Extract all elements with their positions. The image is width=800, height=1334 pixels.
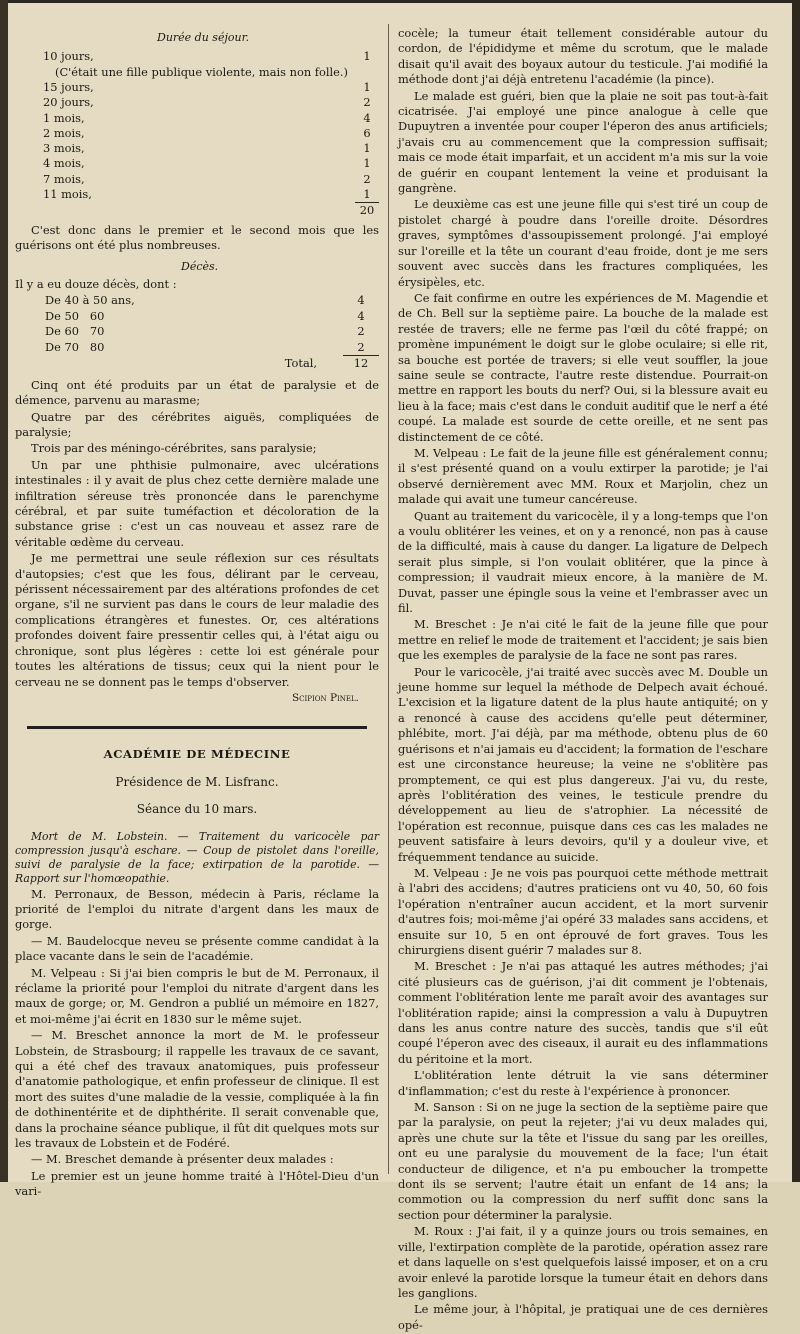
deces-total-label: Total, bbox=[284, 356, 317, 371]
deces-total: 12 bbox=[343, 356, 379, 372]
paragraph: Quatre par des cérébrites aiguës, compliquées de paralysie; bbox=[15, 409, 379, 440]
right-column bbox=[398, 26, 768, 1334]
paragraph: Pour le varicocèle, j'ai traité avec succès avec M. Double un jeune homme sur lequel la méthode de Delpech avait échoué. L'excision et la ligature datent de la plus haute antiquité; on y a renoncé à cause des accidens qu'elle peut déterminer, phlébite, mort. J'ai déjà, par ma méthode, obtenu plus de 60 guérisons et n'ai jamais eu d'accident; la formation de l'eschare est une circonstance heureuse; la veine ne s'oblitère pas promptement, ce qui est plus dangereux. J'ai vu, du reste, après l'oblitération des veines, le testicule prendre du développement au lieu de s'atrophier. La nécessité de l'opération est reconnue, puisque dans ces cas les malades ne peuvent satisfaire à leurs devoirs, qu'il y a douleur vive, et fréquemment tendance au suicide. bbox=[398, 664, 768, 864]
signature: Scipion Pinel. bbox=[291, 691, 359, 704]
paragraph: M. Velpeau : Si j'ai bien compris le but de M. Perronaux, il réclame la priorité pour l'emploi du nitrate d'argent dans les maux de gorge; or, M. Gendron a publié un mémoire en 1827, et moi-même j'ai écrit en 1830 sur le même sujet. bbox=[15, 965, 379, 1026]
left-column bbox=[15, 26, 379, 1201]
paragraph: Le malade est guéri, bien que la plaie ne soit pas tout-à-fait cicatrisée. J'ai employé une pince analogue à celle que Dupuytren a inventée pour couper l'éperon des anus artificiels; j'avais cru au commencement que la compression suffisait; mais ce mode était imparfait, et un accident m'a mis sur la voie de guérir en coupant lentement la veine et produisant la gangrène. bbox=[398, 88, 768, 196]
stay-duration: 10 jours, bbox=[43, 49, 94, 64]
stay-count: 2 bbox=[363, 95, 371, 110]
paragraph: M. Roux : J'ai fait, il y a quinze jours ou trois semaines, en ville, l'extirpation complète de la parotide, opération assez rare et dans laquelle on s'est quelquefois laissé imposer, et on a cru avoir enlevé la parotide lorsque la tumeur était en dehors dans les ganglions. bbox=[398, 1224, 768, 1300]
paragraph: Je me permettrai une seule réflexion sur ces résultats d'autopsies; c'est que les fous, délirant par le cerveau, périssent nécessairement par des altérations profondes de cet organe, s'il ne survient pas dans le cours de leur maladie des complications étrangères et funestes. Or, ces altérations profondes doivent faire pressentir celles qui, à l'état aigu ou chronique, sont plus légères : cette loi est générale pour toutes les altérations de tissus; ceux qui la nient pour le cerveau ne se donnent pas le temps d'observer. bbox=[15, 551, 379, 689]
stay-count: 1 bbox=[363, 80, 371, 94]
stay-duration: 11 mois, bbox=[43, 187, 92, 202]
stay-note: (C'était une fille publique violente, mais non folle.) bbox=[55, 64, 348, 79]
paragraph: C'est donc dans le premier et le second mois que les guérisons ont été plus nombreuses. bbox=[15, 222, 379, 253]
top-border bbox=[0, 0, 800, 3]
paragraph: L'oblitération lente détruit la vie sans déterminer d'inflammation; c'est du reste à l'expérience à prononcer. bbox=[398, 1068, 768, 1098]
age-range: De 70 80 bbox=[45, 340, 105, 355]
age-range: De 50 60 bbox=[45, 308, 105, 323]
paragraph: M. Velpeau : Je ne vois pas pourquoi cette méthode mettrait à l'abri des accidens; d'autres praticiens ont vu 40, 50, 60 fois l'opération n'entraîner aucun accident, et la mort survenir d'autres fois; moi-même j'ai opéré 33 malades sans accidens, et ensuite sur 10, 5 en ont éprouvé de fort graves. Tous les chirurgiens disent guérir 7 malades sur 8. bbox=[398, 865, 768, 957]
stay-duration-table bbox=[15, 49, 379, 218]
stay-duration: 3 mois, bbox=[43, 141, 85, 156]
right-page-edge bbox=[792, 0, 800, 1182]
stay-duration: 15 jours, bbox=[43, 80, 94, 94]
table-row bbox=[15, 293, 379, 309]
stay-count: 1 bbox=[363, 187, 371, 202]
paragraph: M. Velpeau : Le fait de la jeune fille est généralement connu; il s'est présenté quand on a voulu extirper la parotide; je l'ai observé dernièrement avec MM. Roux et Marjolin, chez un malade qui avait une tumeur cancéreuse. bbox=[398, 445, 768, 507]
paragraph: Le premier est un jeune homme traité à l'Hôtel-Dieu d'un vari- bbox=[15, 1168, 379, 1199]
stay-count: 1 bbox=[363, 49, 371, 64]
paragraph: Cinq ont été produits par un état de paralysie et de démence, parvenu au marasme; bbox=[15, 377, 379, 408]
paragraph: — M. Breschet demande à présenter deux malades : bbox=[31, 1152, 334, 1167]
table-row bbox=[15, 356, 379, 372]
column-divider bbox=[388, 24, 389, 1174]
table-row bbox=[15, 187, 379, 203]
paragraph: Trois par des méningo-cérébrites, sans paralysie; bbox=[31, 441, 317, 456]
table-row bbox=[15, 309, 379, 325]
paragraph: Quant au traitement du varicocèle, il y a long-temps que l'on a voulu oblitérer les veines, et on y a renoncé, non pas à cause de la difficulté, mais à cause du danger. La ligature de Delpech serait plus simple, si l'on voulait oblitérer, que la pince à compression; il vaudrait mieux encore, à la manière de M. Duvat, passer une épingle sous la veine et l'embrasser avec un fil. bbox=[398, 508, 768, 616]
stay-count: 1 bbox=[363, 141, 371, 156]
deces-title: Décès. bbox=[181, 260, 219, 274]
paragraph: M. Breschet : Je n'ai cité le fait de la jeune fille que pour mettre en relief le mode de traitement et l'accident; je sais bien que les exemples de paralysie de la face ne sont pas rares. bbox=[398, 617, 768, 663]
paragraph: Le même jour, à l'hôpital, je pratiquai une de ces dernières opé- bbox=[398, 1302, 768, 1332]
paragraph: cocèle; la tumeur était tellement considérable autour du cordon, de l'épididyme et même du scrotum, que le malade disait qu'il avait des boyaux autour du testicule. J'ai modifié la méthode dont j'ai déjà entretenu l'académie (la pince). bbox=[398, 26, 768, 87]
stay-duration: 1 mois, bbox=[43, 110, 85, 125]
stay-duration: 4 mois, bbox=[43, 156, 85, 171]
stay-duration: 2 mois, bbox=[43, 125, 85, 140]
deces-count: 4 bbox=[357, 293, 365, 308]
deces-count: 4 bbox=[357, 308, 365, 323]
table-row bbox=[15, 49, 379, 64]
paragraph: Un par une phthisie pulmonaire, avec ulcérations intestinales : il y avait de plus chez cette dernière malade une infiltration séreuse très prononcée dans le parenchyme cérébral, et par suite tuméfaction et décoloration de la substance grise : c'est un cas nouveau et assez rare de véritable œdème du cerveau. bbox=[15, 457, 379, 549]
stay-count: 2 bbox=[363, 171, 371, 186]
table-row bbox=[15, 340, 379, 356]
table-row bbox=[15, 80, 379, 95]
table-row bbox=[15, 65, 379, 80]
seance-date: Séance du 10 mars. bbox=[136, 802, 258, 817]
table-row bbox=[15, 111, 379, 126]
table-row bbox=[15, 95, 379, 110]
section-title: ACADÉMIE DE MÉDECINE bbox=[103, 747, 291, 762]
stay-count: 4 bbox=[363, 110, 371, 125]
stay-count: 6 bbox=[363, 125, 371, 140]
stay-count: 1 bbox=[363, 156, 371, 171]
deces-count: 2 bbox=[357, 324, 365, 339]
stay-total: 20 bbox=[355, 203, 379, 219]
table-row bbox=[15, 203, 379, 219]
table-row bbox=[15, 172, 379, 187]
deces-count: 2 bbox=[357, 339, 365, 354]
paragraph: — M. Baudelocque neveu se présente comme candidat à la place vacante dans le sein de l'académie. bbox=[15, 933, 379, 964]
stay-duration: 20 jours, bbox=[43, 95, 94, 110]
deces-intro: Il y a eu douze décès, dont : bbox=[15, 276, 177, 291]
paragraph: M. Sanson : Si on ne juge la section de la septième paire que par la paralysie, on peut la rejeter; j'ai vu deux malades qui, après une chute sur la tête et l'issue du sang par les oreilles, ont eu une paralysie du mouvement de la face; l'un était conducteur de diligence, et n'a pu emboucher la trompette dont ils se servent; l'autre était un enfant de 14 ans; la commotion ou la compression du nerf suffit donc sans la section pour déterminer la paralysie. bbox=[398, 1100, 768, 1222]
section-separator bbox=[27, 726, 367, 729]
table-row bbox=[15, 126, 379, 141]
session-summary: Mort de M. Lobstein. — Traitement du varicocèle par compression jusqu'à eschare. — Coup de pistolet dans l'oreille, suivi de paralysie de la face; extirpation de la parotide. — Rapport sur l'homœopathie. bbox=[15, 829, 379, 885]
paragraph: — M. Breschet annonce la mort de M. le professeur Lobstein, de Strasbourg; il rappelle les travaux de ce savant, qui a été chef des travaux anatomiques, puis professeur d'anatomie pathologique, et enfin professeur de clinique. Il est mort des suites d'une maladie de la vessie, compliquée à la fin de dothinentérite et de diphthérite. Il serait convenable que, dans la prochaine séance publique, il fût dit quelques mots sur les travaux de Lobstein et de Fodéré. bbox=[15, 1028, 379, 1151]
table-row bbox=[15, 141, 379, 156]
age-range: De 40 à 50 ans, bbox=[45, 293, 135, 308]
paragraph: Le deuxième cas est une jeune fille qui s'est tiré un coup de pistolet chargé à poudre dans l'oreille droite. Désordres graves, symptômes d'assoupissement prolongé. J'ai employé sur l'oreille et la tête un courant d'eau froide, dont je me sers souvent avec succès dans les fractures compliquées, les érysipèles, etc. bbox=[398, 197, 768, 289]
paragraph: M. Perronaux, de Besson, médecin à Paris, réclame la priorité de l'emploi du nitrate d'argent dans les maux de gorge. bbox=[15, 886, 379, 932]
deces-table bbox=[15, 293, 379, 372]
table-row bbox=[15, 156, 379, 171]
presidence: Présidence de M. Lisfranc. bbox=[115, 774, 279, 789]
left-page-edge bbox=[0, 0, 8, 1182]
table-row bbox=[15, 324, 379, 340]
stay-duration-title: Durée du séjour. bbox=[157, 31, 250, 44]
stay-duration: 7 mois, bbox=[43, 171, 85, 186]
paragraph: Ce fait confirme en outre les expériences de M. Magendie et de Ch. Bell sur la septième paire. La bouche de la malade est restée de travers; elle ne ferme pas l'œil du côté frappé; on promène impunément le doigt sur le globe oculaire; si elle rit, sa bouche est portée de travers; si elle veut souffler, la joue saine seule se contracte, l'autre reste distendue. Pourrait-on mettre en rapport les bouts du nerf? Oui, si la blessure avait eu lieu à la face; mais c'est dans le conduit auditif que le nerf a été coupé. La malade est sourde de cette oreille, et ne sent pas distinctement de ce côté. bbox=[398, 290, 768, 444]
age-range: De 60 70 bbox=[45, 324, 105, 339]
paragraph: M. Breschet : Je n'ai pas attaqué les autres méthodes; j'ai cité plusieurs cas de guérison, j'ai dit comment je l'obtenais, comment l'oblitération lente me paraît avoir des avantages sur l'oblitération rapide; ainsi la compression a valu à Dupuytren dans les anus contre nature des succès, tandis que s'il eût coupé l'éperon avec des ciseaux, il aurait eu des inflammations du péritoine et la mort. bbox=[398, 959, 768, 1066]
